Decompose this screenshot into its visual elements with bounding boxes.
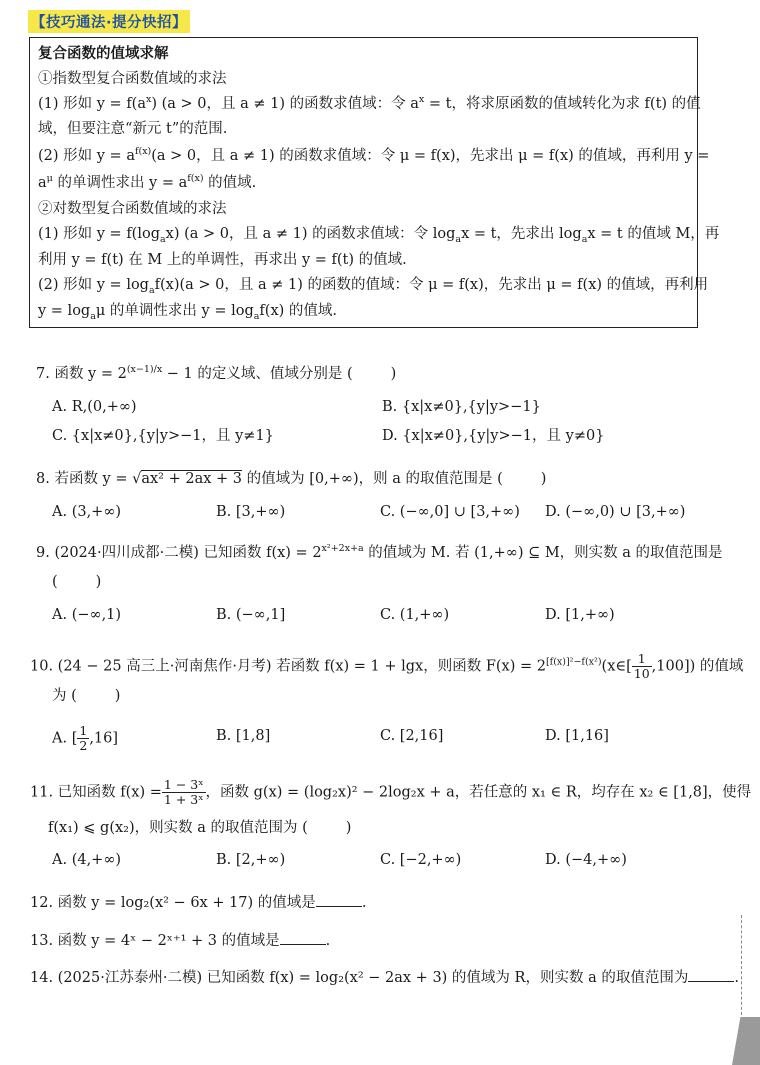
section-banner: 【技巧通法·提分快招】	[28, 10, 190, 33]
question-10-option-b: B. [1,8]	[216, 728, 271, 744]
question-9-option-c: C. (1,+∞)	[380, 607, 450, 623]
question-7-option-d: D. {x|x≠0},{y|y>−1，且 y≠0}	[382, 428, 605, 444]
tip-box	[29, 37, 720, 328]
question-11-option-a: A. (4,+∞)	[52, 852, 122, 868]
question-9-stem-cont: ( )	[52, 574, 102, 590]
question-9-option-b: B. (−∞,1]	[216, 607, 286, 623]
tip-exp-rule-2: (2) 形如 $y = a^{f(x)}(a > 0$，且 a ≠ 1) 的函数求值域：令 μ = f(x)，先求出 μ = f(x) 的值域，再利用 y =	[38, 146, 710, 164]
question-7-option-a: A. R,(0,+∞)	[52, 399, 137, 415]
tip-log-rule-2: (2) 形如 $y = \log_af(x)(a > 0$，且 a ≠ 1) 的函数的值域：令 μ = f(x)，先求出 μ = f(x) 的值域，再利用	[38, 277, 709, 296]
question-14-stem: 14. (2025·江苏泰州·二模) 已知函数 f(x) = log₂(x² − 2ax + 3) 的值域为 R，则实数 a 的取值范围为 .	[30, 967, 739, 988]
question-10-stem-cont: 为 ( )	[52, 688, 121, 704]
question-11-option-d: D. (−4,+∞)	[545, 852, 627, 868]
question-11-stem: 11. 已知函数 f(x) = $\frac{\text{1 − 3ˣ}}{\text{1 + 3ˣ}}$ ，函数 g(x) = (log₂x)² − 2log₂x + a，若任意的 x₁ ∈ R，均存在 x₂ ∈ [1,8]，使得	[30, 777, 752, 807]
tip-exp-rule-2-cont: $a^\mu$ 的单调性求出 $y = a^{f(x)}$ 的值域.	[38, 173, 257, 191]
tip-log-heading: ②对数型复合函数值域的求法	[38, 201, 227, 217]
tip-title: 复合函数的值域求解	[38, 46, 169, 62]
question-10-option-a: A. [ $\frac{1}{2}$ ,16]	[52, 723, 119, 753]
question-8-option-d: D. (−∞,0) ∪ [3,+∞)	[545, 504, 686, 520]
question-13-stem: 13. 函数 y = 4ˣ − 2ˣ⁺¹ + 3 的值域是 .	[30, 930, 330, 951]
question-7-option-b: B. {x|x≠0},{y|y>−1}	[382, 399, 541, 415]
tip-log-rule-1: (1) 形如 $y = f(\log_ax) (a > 0$，且 a ≠ 1) 的函数求值域：令 $\log_ax = t$，先求出 $\log_ax = t$ 的值域 M，再	[38, 226, 720, 245]
tip-log-rule-2-cont: $y = \log_a\mu$ 的单调性求出 $y = \log_af(x)$ 的值域.	[38, 303, 337, 322]
question-8-option-a: A. (3,+∞)	[52, 504, 122, 520]
question-10-stem: 10. (24 − 25 高三上·河南焦作·月考) 若函数 f(x) = 1 + lgx，则函数 $F(x) = 2^{[f(x)]^2-f(x^2)}(x\in$[ $\frac{1}{10}$ ,100]) 的值域	[30, 651, 744, 681]
question-8-stem: 8. 若函数 y = √ax² + 2ax + 3 的值域为 [0,+∞)，则 a 的取值范围是 ( )	[36, 471, 547, 487]
question-10-option-d: D. [1,16]	[545, 728, 609, 744]
cut-line	[741, 915, 742, 1015]
page-corner-shadow	[732, 1017, 760, 1065]
tip-exp-heading: ①指数型复合函数值域的求法	[38, 71, 227, 87]
question-10-option-c: C. [2,16]	[380, 728, 444, 744]
question-8-option-b: B. [3,+∞)	[216, 504, 286, 520]
question-8-option-c: C. (−∞,0] ∪ [3,+∞)	[380, 504, 520, 520]
question-11-stem-cont: f(x₁) ⩽ g(x₂)，则实数 a 的取值范围为 ( )	[48, 820, 352, 836]
tip-log-rule-1-cont: 利用 y = f(t) 在 M 上的单调性，再求出 y = f(t) 的值域.	[38, 252, 407, 268]
question-12-stem: 12. 函数 y = log₂(x² − 6x + 17) 的值域是 .	[30, 892, 366, 913]
tip-exp-rule-1: (1) 形如 $y = f(a^x) (a > 0$，且 a ≠ 1) 的函数求值域：令 $a^x = t$，将求原函数的值域转化为求 f(t) 的值	[38, 94, 701, 112]
tip-exp-rule-1-cont: 域，但要注意“新元 t”的范围.	[38, 121, 228, 137]
question-7-stem: 7. 函数 $y = 2^{(x-1)/x} - 1$ 的定义域、值域分别是 ( )	[36, 364, 397, 382]
answer-blank	[316, 892, 362, 907]
question-9-option-d: D. [1,+∞)	[545, 607, 615, 623]
question-11-option-c: C. [−2,+∞)	[380, 852, 462, 868]
question-7-option-c: C. {x|x≠0},{y|y>−1，且 y≠1}	[52, 428, 274, 444]
question-9-stem: 9. (2024·四川成都·二模) 已知函数 $f(x) = 2^{x^2+2x+a}$ 的值域为 M. 若 (1,+∞) ⊆ M，则实数 a 的取值范围是	[36, 543, 723, 561]
question-9-option-a: A. (−∞,1)	[52, 607, 122, 623]
answer-blank	[688, 967, 734, 982]
answer-blank	[280, 930, 326, 945]
question-11-option-b: B. [2,+∞)	[216, 852, 286, 868]
